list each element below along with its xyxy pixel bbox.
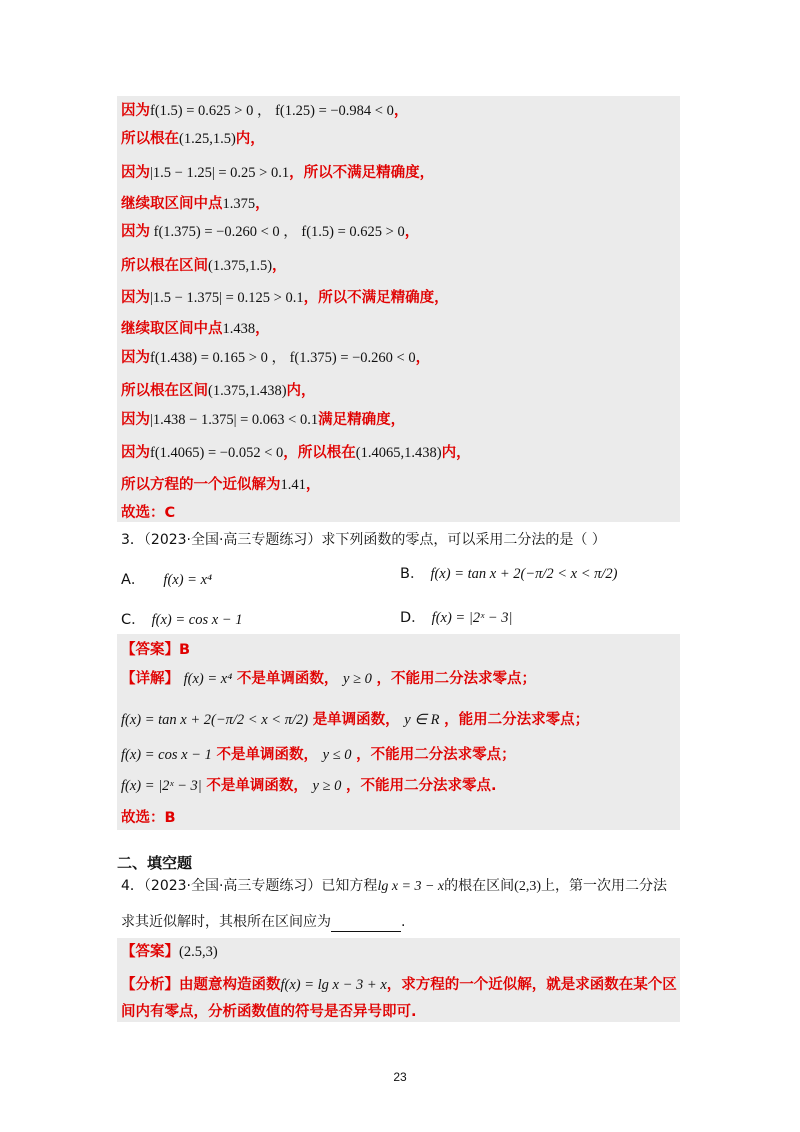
- answer-blank: [331, 917, 401, 932]
- math-expression: |1.5 − 1.25| = 0.25 > 0.1: [150, 165, 290, 181]
- solution-text: ，: [272, 258, 287, 274]
- option-c: C． f(x) = cos x − 1: [121, 612, 243, 628]
- q3-detail-2: f(x) = tan x + 2(−π/2 < x < π/2) 是单调函数， y ∈ R ，能用二分法求零点；: [121, 712, 590, 728]
- section-heading: 二、填空题: [117, 854, 193, 872]
- solution-text: 因为: [121, 224, 150, 240]
- math-expression: f(1.4065) = −0.052 < 0: [150, 445, 284, 461]
- solution-line: [121, 256, 287, 276]
- solution-line: [121, 503, 175, 523]
- math-expression: 1.438: [222, 321, 256, 337]
- question-3-stem: 3．（2023·全国·高三专题练习）求下列函数的零点，可以采用二分法的是（ ）: [121, 532, 606, 548]
- solution-text: ，: [255, 321, 270, 337]
- solution-line: [121, 101, 408, 121]
- math-expression: (1.25,1.5): [179, 131, 236, 147]
- solution-text: 因为: [121, 103, 150, 119]
- solution-text: ，: [415, 350, 431, 366]
- math-expression: f(1.375) = −0.260 < 0 ， f(1.5) = 0.625 > 0: [150, 224, 405, 240]
- math-expression: |1.438 − 1.375| = 0.063 < 0.1: [150, 412, 319, 428]
- page-number: 23: [393, 1070, 407, 1084]
- solution-text: ，: [404, 224, 420, 240]
- solution-line: [121, 194, 270, 214]
- math-expression: 1.41: [280, 477, 306, 493]
- option-b: B． f(x) = tan x + 2(−π/2 < x < π/2): [400, 566, 618, 582]
- math-expression: f(1.438) = 0.165 > 0 ， f(1.375) = −0.260 < 0: [150, 350, 416, 366]
- solution-text: 因为: [121, 165, 150, 181]
- math-expression: |1.5 − 1.375| = 0.125 > 0.1: [150, 290, 304, 306]
- solution-text: ，所以根在: [283, 445, 356, 461]
- solution-text: 所以根在区间: [121, 383, 208, 399]
- math-expression: (1.375,1.438): [208, 383, 287, 399]
- question-4-stem-2: 求其近似解时，其根所在区间应为 .: [121, 914, 406, 930]
- solution-text: ，所以不满足精确度，: [303, 290, 449, 306]
- solution-line: [121, 475, 320, 495]
- solution-text: 继续取区间中点: [121, 196, 223, 212]
- q3-choice: 故选：B: [121, 810, 176, 826]
- solution-text: 因为: [121, 350, 150, 366]
- solution-text: 满足精确度，: [318, 412, 406, 428]
- solution-text: 继续取区间中点: [121, 321, 223, 337]
- q3-answer: 【答案】B: [121, 642, 191, 658]
- math-expression: 1.375: [222, 196, 256, 212]
- solution-text: 因为: [121, 445, 150, 461]
- solution-text: 内，: [286, 383, 316, 399]
- solution-text: 内，: [441, 445, 471, 461]
- solution-line: [121, 443, 471, 463]
- solution-line: [121, 319, 270, 339]
- option-d: D． f(x) = |2ˣ − 3|: [400, 610, 513, 626]
- solution-text: 因为: [121, 412, 150, 428]
- q3-detail-1: 【详解】 f(x) = x⁴ 不是单调函数， y ≥ 0 ，不能用二分法求零点；: [121, 671, 536, 687]
- option-a: A． f(x) = x⁴: [121, 572, 213, 588]
- solution-text: 所以根在区间: [121, 258, 208, 274]
- solution-line: [121, 288, 449, 308]
- math-expression: (1.4065,1.438): [355, 445, 442, 461]
- solution-text: 所以根在: [121, 131, 179, 147]
- solution-line: [121, 348, 430, 368]
- solution-text: 所以方程的一个近似解为: [121, 477, 281, 493]
- solution-line: [121, 129, 265, 149]
- solution-line: [121, 163, 434, 183]
- solution-text: 因为: [121, 290, 150, 306]
- q3-detail-4: f(x) = |2ˣ − 3| 不是单调函数， y ≥ 0 ，不能用二分法求零点.: [121, 778, 497, 794]
- answer-block-q3: [117, 634, 680, 830]
- question-4-stem: 4．（2023·全国·高三专题练习）已知方程lg x = 3 − x的根在区间(2,3)上，第一次用二分法: [121, 878, 667, 894]
- math-expression: (1.375,1.5): [208, 258, 273, 274]
- q4-answer: 【答案】(2.5,3): [121, 944, 218, 960]
- solution-text: 故选：C: [121, 505, 176, 521]
- solution-text: ，: [393, 103, 409, 119]
- q4-analysis-1: 【分析】由题意构造函数f(x) = lg x − 3 + x，求方程的一个近似解，就是求函数在某个区: [121, 977, 677, 993]
- q3-detail-3: f(x) = cos x − 1 不是单调函数， y ≤ 0 ，不能用二分法求零点；: [121, 747, 516, 763]
- solution-line: [121, 410, 405, 430]
- solution-text: ，所以不满足精确度，: [289, 165, 435, 181]
- math-expression: f(1.5) = 0.625 > 0 ， f(1.25) = −0.984 < 0: [150, 103, 394, 119]
- solution-text: ，: [255, 196, 270, 212]
- solution-text: 内，: [235, 131, 265, 147]
- solution-line: [121, 381, 316, 401]
- q4-analysis-2: 间内有零点，分析函数值的符号是否异号即可.: [121, 1004, 417, 1020]
- solution-text: ，: [305, 477, 321, 493]
- solution-line: [121, 222, 419, 242]
